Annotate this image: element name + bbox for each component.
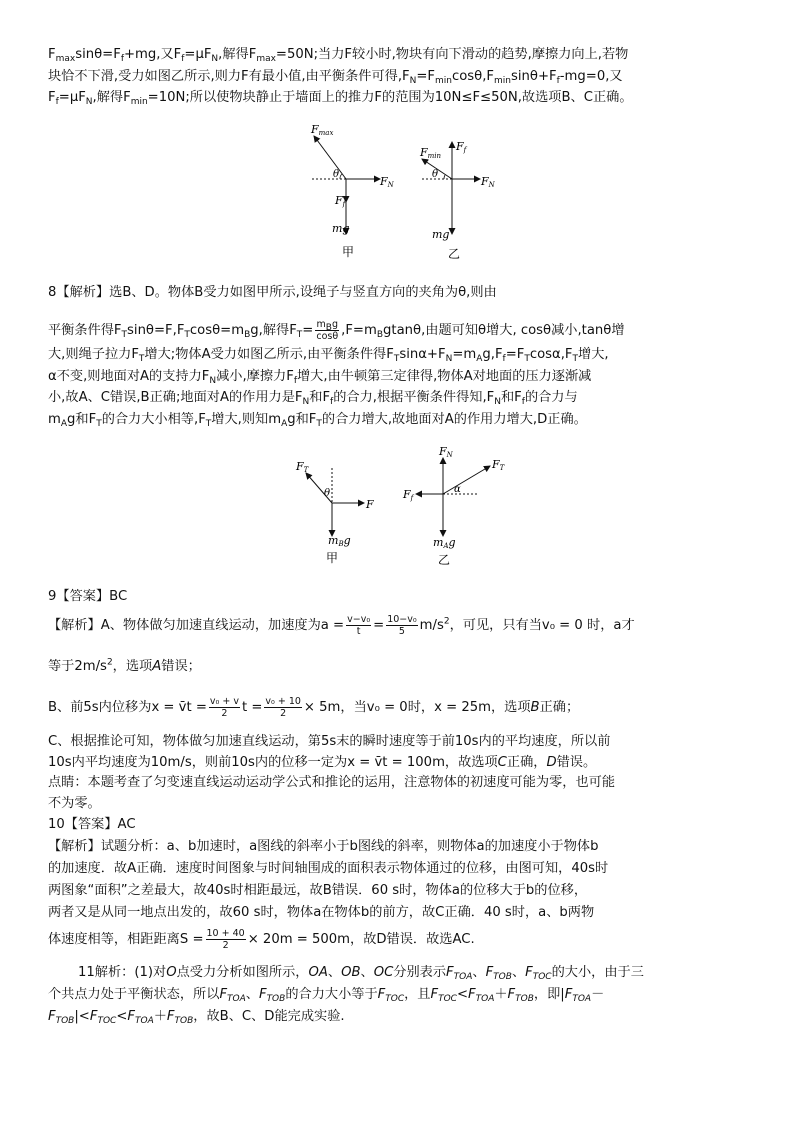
theta-label: θ: [324, 488, 331, 499]
q7-paragraph: [48, 44, 766, 109]
q9-line-4: C、根据推论可知，物体做匀加速直线运动，第5s末的瞬时速度等于前10s内的平均速度，所以前: [48, 734, 611, 749]
q11-section: [48, 962, 766, 1028]
q11-line-3: $F_{TOB}|<F_{TOC}<F_{TOA}+F_{TOB}$，故B、C、D能完成实验.: [48, 1009, 345, 1026]
q8-force-diagram-jia: [290, 456, 390, 566]
q8-heading: [48, 282, 766, 304]
ff-label: Ff: [335, 194, 346, 208]
fmin-label: Fmin: [420, 146, 442, 160]
q9-line-2: 等于$2m/s^2$，选项A错误；: [48, 657, 201, 674]
ft-label: FT: [492, 458, 505, 472]
caption-yi: 乙: [438, 553, 451, 567]
q7-force-diagram-yi: [410, 134, 520, 264]
q9-rest: [48, 732, 766, 814]
q8-line-6: $m_Ag$和$F_T$的合力大小相等$,F_T$增大,则知$m_Ag$和$F_T$的合力增大,故地面对A的作用力增大,D正确。: [48, 411, 587, 429]
q11-line-2: 个共点力处于平衡状态，所以$F_{TOA}$、$F_{TOB}$的合力大小等于$F_{TOC}$，且$F_{TOC}<F_{TOA}+F_{TOB}$，即$|F_{TOA}-$: [48, 987, 605, 1004]
mg-label: mg: [332, 222, 350, 235]
mg-label: mBg: [328, 534, 351, 548]
fmax-arrow: [314, 136, 346, 179]
q8-line-5: 小,故A、C错误,B正确;地面对A的作用力是$F_N$和$F_f$的合力,根据平衡条件得知$,F_N$和$F_f$的合力与: [48, 390, 578, 407]
ff-label: Ff: [456, 140, 467, 154]
caption-jia: 甲: [342, 245, 355, 259]
ft-label: FT: [296, 460, 309, 474]
alpha-label: α: [454, 484, 461, 495]
theta-label: θ: [333, 169, 340, 180]
mg-label: mg: [432, 228, 450, 241]
q8-line-4: α不变,则地面对A的支持力$F_N$减小,摩擦力$F_f$增大,由牛顿第三定律得,物体A对地面的压力逐渐减: [48, 368, 592, 386]
q9-line-1: 【解析】A、物体做匀加速直线运动，加速度为a = $\frac{\text{v−v₀}}{t}$ = $\frac{\text{10−v₀}}{5}$ $m/s^2$，可见，只有当v₀ = 0 时，a才: [48, 613, 635, 637]
q10-line-5: 体速度相等，相距距离S = $\frac{10 + 40}{2}$ × 20m = 500m，故D错误．故选AC.: [48, 927, 475, 951]
theta-arc: [340, 174, 342, 179]
q9-answer: 9【答案】BC: [48, 589, 128, 604]
q10-line-4: 两者又是从同一地点出发的，故60 s时，物体a在物体b的前方，故C正确．40 s时，a、b两物: [48, 905, 595, 920]
ff-label: Ff: [403, 488, 414, 502]
q8-force-diagram-yi: [398, 444, 518, 568]
q10-line-2: 的加速度．故A正确．速度时间图象与时间轴围成的面积表示物体通过的位移，由图可知，40s时: [48, 861, 609, 876]
q8-line-3: 大,则绳子拉力$F_T$增大;物体A受力如图乙所示,由平衡条件得$F_T\sin\alpha+F_N=m_Ag,F_f=F_T\cos\alpha,F_T$增大,: [48, 347, 609, 364]
caption-jia: 甲: [326, 551, 339, 565]
q7-line-1: $F_{max}\sin\theta=F_f+mg$,又$F_f=\mu F_N$,解得$F_{max}=50N$;当力F较小时,物块有向下滑动的趋势,摩擦力向上,若物: [48, 47, 629, 64]
q10-line-3: 两图象“面积”之差最大，故40s时相距最远，故B错误．60 s时，物体a的位移大于b的位移，: [48, 883, 588, 898]
f-label: F: [366, 498, 374, 511]
q9-line-3: B、前5s内位移为x = v̄t = $\frac{\text{v₀ + v}}{2}$ t = $\frac{\text{v₀ + 10}}{2}$ × 5m，当v₀ = 0时，x = 25m，选项B正确；: [48, 695, 580, 719]
q11-line-1: 11解析：(1)对O点受力分析如图所示，OA、OB、OC分别表示$F_{TOA}$、$F_{TOB}$、$F_{TOC}$的大小，由于三: [78, 965, 644, 982]
q7-force-diagram-jia: [300, 122, 410, 262]
q9-line-5: 10s内平均速度为10m/s，则前10s内的位移一定为x = v̄t = 100m，故选项C正确，D错误。: [48, 754, 597, 770]
theta-arc: [444, 175, 445, 179]
q10-section: [48, 814, 766, 924]
mg-label: mAg: [433, 536, 456, 550]
q7-line-3: $F_f=\mu F_N$,解得$F_{min}=10N$;所以使物块静止于墙面上的推力F的范围为10N≤F≤50N,故选项B、C正确。: [48, 90, 633, 107]
q8-paragraph: [48, 318, 768, 430]
q9-line-7: 不为零。: [48, 795, 101, 811]
fmax-label: Fmax: [311, 123, 334, 137]
q8-head-line: 8【解析】选B、D。物体B受力如图甲所示,设绳子与竖直方向的夹角为θ,则由: [48, 285, 497, 300]
q10-line-1: 【解析】试题分析：a、b加速时，a图线的斜率小于b图线的斜率，则物体a的加速度小于物体b: [48, 839, 599, 854]
q7-line-2: 块恰不下滑,受力如图乙所示,则力F有最小值,由平衡条件可得$,F_N=F_{min}\cos\theta,F_{min}\sin\theta+F_f-mg=0$,又: [48, 68, 623, 86]
q8-line-2: 平衡条件得$F_T\sin\theta=F,F_T\cos\theta=m_Bg$,解得$F_T=$ $\frac{m_Bg}{\cos\theta}$ $,F=m_Bgtan\theta$,由题可知θ增大, cosθ减小,tanθ增: [48, 318, 625, 342]
fn-label: FN: [481, 175, 495, 189]
fn-label: FN: [439, 445, 453, 459]
fn-label: FN: [380, 175, 394, 189]
ft-arrow: [443, 466, 490, 494]
q9-section: [48, 586, 766, 608]
q10-answer: 10【答案】AC: [48, 817, 136, 832]
caption-yi: 乙: [448, 247, 461, 261]
theta-label: θ: [432, 169, 439, 180]
q9-line-6: 点睛：本题考查了匀变速直线运动运动学公式和推论的运用，注意物体的初速度可能为零，也可能: [48, 775, 616, 790]
q8-fraction: $\frac{m_Bg}{\cos\theta}$: [316, 318, 339, 342]
